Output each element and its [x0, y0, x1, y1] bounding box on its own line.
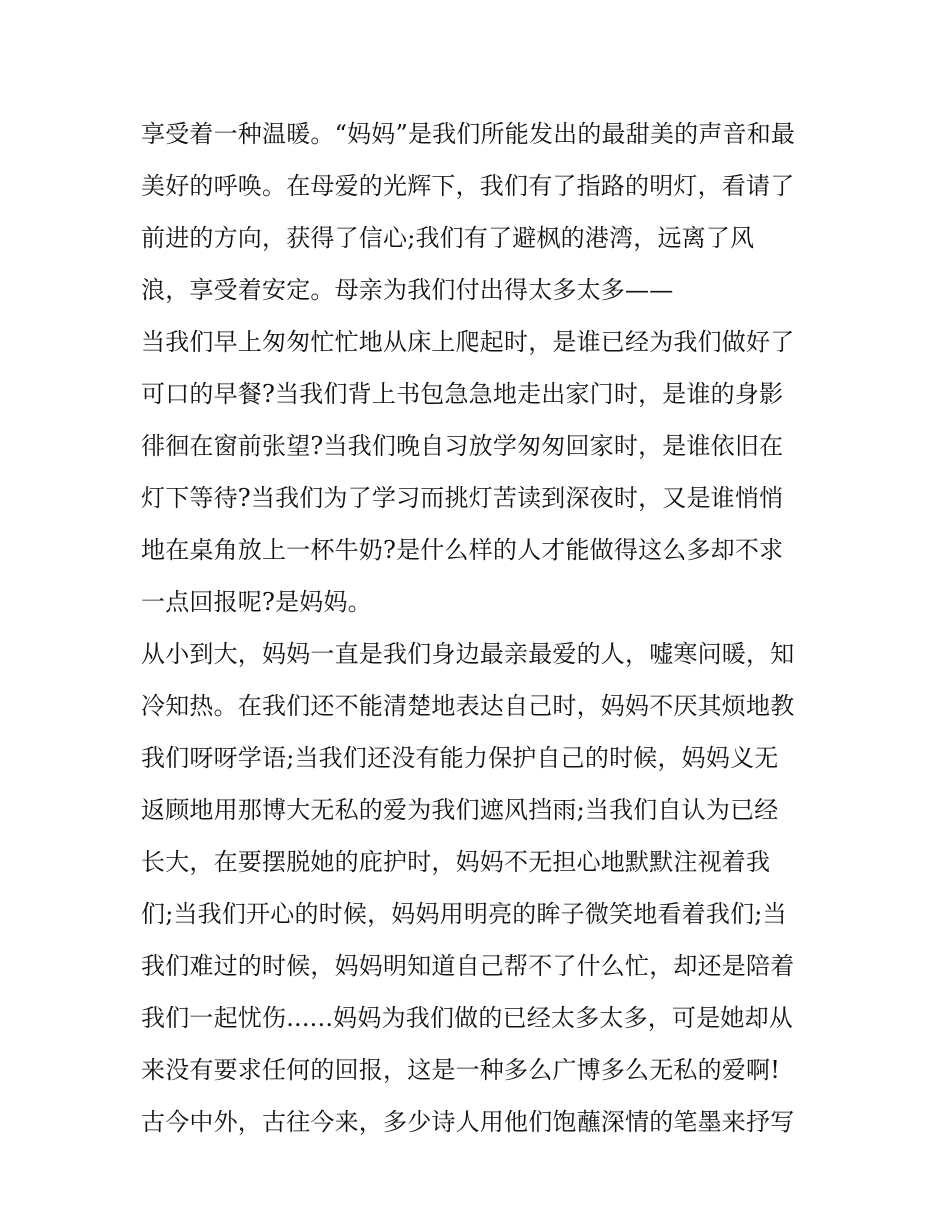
text-line: 古今中外，古往今来，多少诗人用他们饱蘸深情的笔墨来抒写 — [141, 1108, 795, 1136]
text-line: 我们一起忧伤......妈妈为我们做的已经太多太多，可是她却从 — [141, 1004, 793, 1032]
text-line: 浪，享受着安定。母亲为我们付出得太多太多—— — [141, 276, 674, 304]
text-line: 返顾地用那博大无私的爱为我们遮风挡雨;当我们自认为已经 — [141, 796, 779, 824]
text-line: 我们难过的时候，妈妈明知道自己帮不了什么忙，却还是陪着 — [141, 952, 795, 980]
text-line: 灯下等待?当我们为了学习而挑灯苦读到深夜时，又是谁悄悄 — [141, 484, 784, 512]
text-line: 可口的早餐?当我们背上书包急急地走出家门时，是谁的身影 — [141, 380, 784, 408]
text-line: 地在桌角放上一杯牛奶?是什么样的人才能做得这么多却不求 — [141, 536, 784, 564]
text-line: 一点回报呢?是妈妈。 — [141, 588, 372, 616]
text-line: 当我们早上匆匆忙忙地从床上爬起时，是谁已经为我们做好了 — [141, 328, 795, 356]
essay-text — [141, 108, 821, 1148]
text-line: 长大，在要摆脱她的庇护时，妈妈不无担心地默默注视着我 — [141, 848, 771, 876]
text-line: 来没有要求任何的回报，这是一种多么广博多么无私的爱啊! — [141, 1056, 781, 1084]
text-line: 徘徊在窗前张望?当我们晚自习放学匆匆回家时，是谁依旧在 — [141, 432, 784, 460]
text-line: 从小到大，妈妈一直是我们身边最亲最爱的人，嘘寒问暖，知 — [141, 640, 795, 668]
text-line: 们;当我们开心的时候，妈妈用明亮的眸子微笑地看着我们;当 — [141, 900, 787, 928]
text-line: 美好的呼唤。在母爱的光辉下，我们有了指路的明灯，看请了 — [141, 172, 795, 200]
text-line: 享受着一种温暖。“妈妈”是我们所能发出的最甜美的声音和最 — [141, 120, 796, 148]
text-line: 冷知热。在我们还不能清楚地表达自己时，妈妈不厌其烦地教 — [141, 692, 795, 720]
text-line: 我们呀呀学语;当我们还没有能力保护自己的时候，妈妈义无 — [141, 744, 779, 772]
text-line: 前进的方向，获得了信心;我们有了避枫的港湾，远离了风 — [141, 224, 755, 252]
